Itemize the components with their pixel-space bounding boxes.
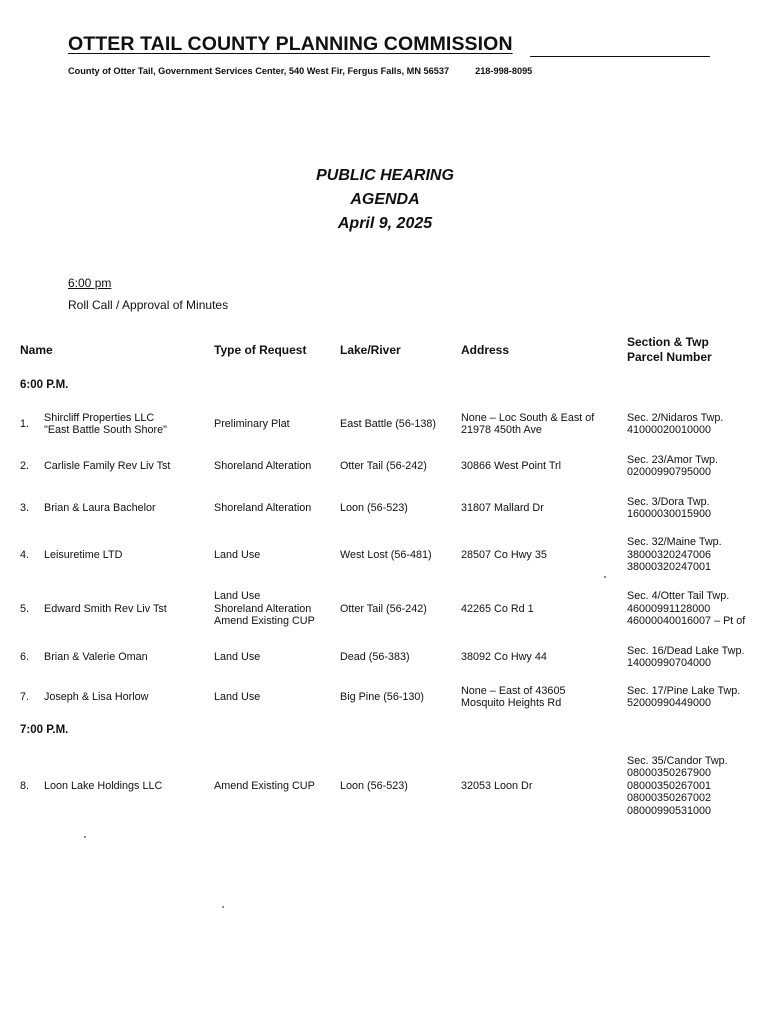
section-parcel-line: Sec. 32/Maine Twp. <box>627 536 722 549</box>
item-number-line: 3. <box>20 501 30 514</box>
applicant-name <box>44 412 212 437</box>
lake-river <box>340 780 458 793</box>
request-type-line: Land Use <box>214 548 261 561</box>
item-number <box>20 651 42 664</box>
section-parcel-line: Sec. 16/Dead Lake Twp. <box>627 644 745 657</box>
section-parcel-line: 38000320247001 <box>627 561 712 574</box>
org-phone: 218-998-8095 <box>475 66 533 76</box>
section-parcel-line: 02000990795000 <box>627 466 712 478</box>
col-header-section-line1: Section & Twp <box>627 335 709 349</box>
section-parcel-line: 14000990704000 <box>627 657 712 669</box>
lake-river <box>340 691 458 704</box>
section-parcel <box>627 645 767 670</box>
lake-river-line: Otter Tail (56-242) <box>340 602 427 615</box>
hearing-date: April 9, 2025 <box>337 215 433 232</box>
time-group-heading: 7:00 P.M. <box>20 724 69 736</box>
request-type <box>214 590 336 628</box>
lake-river-line: West Lost (56-481) <box>340 548 432 561</box>
section-parcel <box>627 685 767 710</box>
hearing-line-2: AGENDA <box>350 191 420 208</box>
section-parcel-line: Sec. 35/Candor Twp. <box>627 754 728 767</box>
hearing-title <box>0 164 770 236</box>
col-header-name: Name <box>20 343 53 357</box>
item-number-line: 2. <box>20 459 30 472</box>
applicant-name-line: Shircliff Properties LLC <box>44 411 155 424</box>
property-address-line: 28507 Co Hwy 35 <box>461 548 547 561</box>
applicant-name-line: Joseph & Lisa Horlow <box>44 690 149 703</box>
section-parcel-line: Sec. 23/Amor Twp. <box>627 453 719 466</box>
lake-river <box>340 418 458 431</box>
property-address-line: None – Loc South & East of <box>461 411 595 424</box>
item-number <box>20 549 42 562</box>
item-number <box>20 460 42 473</box>
section-parcel-line: 46000040016007 – Pt of <box>627 615 746 628</box>
request-type-line: Land Use <box>214 650 261 663</box>
property-address <box>461 651 621 664</box>
applicant-name <box>44 549 212 562</box>
section-parcel-line: Sec. 2/Nidaros Twp. <box>627 411 724 424</box>
applicant-name-line: Carlisle Family Rev Liv Tst <box>44 459 171 472</box>
request-type-line: Amend Existing CUP <box>214 615 315 628</box>
request-type-line: Shoreland Alteration <box>214 459 312 472</box>
section-parcel <box>627 590 767 628</box>
request-type-line: Preliminary Plat <box>214 417 290 430</box>
section-parcel-line: 38000320247006 <box>627 548 712 561</box>
applicant-name <box>44 603 212 616</box>
property-address-line: 42265 Co Rd 1 <box>461 602 534 615</box>
applicant-name-line: Loon Lake Holdings LLC <box>44 779 163 792</box>
col-header-section <box>627 335 712 365</box>
lake-river <box>340 603 458 616</box>
property-address-line: 30866 West Point Trl <box>461 459 562 472</box>
scan-speck <box>604 576 606 578</box>
applicant-name <box>44 691 212 704</box>
section-parcel <box>627 454 767 479</box>
request-type-line: Land Use <box>214 590 261 603</box>
request-type-line: Land Use <box>214 690 261 703</box>
property-address <box>461 603 621 616</box>
property-address <box>461 502 621 515</box>
request-type <box>214 780 336 793</box>
roll-call: Roll Call / Approval of Minutes <box>68 298 229 312</box>
section-parcel <box>627 496 767 521</box>
request-type-line: Shoreland Alteration <box>214 501 312 514</box>
item-number <box>20 780 42 793</box>
section-parcel-line: 08000990531000 <box>627 804 712 817</box>
item-number-line: 4. <box>20 548 30 561</box>
scan-speck <box>222 906 224 908</box>
property-address-line: 32053 Loon Dr <box>461 779 533 792</box>
request-type <box>214 549 336 562</box>
title-rule <box>530 56 710 57</box>
applicant-name-line: Leisuretime LTD <box>44 548 123 561</box>
property-address <box>461 549 621 562</box>
item-number-line: 1. <box>20 417 30 430</box>
request-type <box>214 418 336 431</box>
lake-river-line: Loon (56-523) <box>340 501 408 514</box>
lake-river-line: Dead (56-383) <box>340 650 410 663</box>
opening-time: 6:00 pm <box>68 276 112 290</box>
applicant-name <box>44 460 212 473</box>
org-address: County of Otter Tail, Government Services Center, 540 West Fir, Fergus Falls, MN 56537 <box>68 66 450 76</box>
section-parcel <box>627 536 767 574</box>
org-title: OTTER TAIL COUNTY PLANNING COMMISSION <box>68 33 513 55</box>
org-address-line <box>68 66 532 76</box>
request-type <box>214 502 336 515</box>
property-address-line: None – East of 43605 <box>461 684 566 697</box>
lake-river <box>340 460 458 473</box>
property-address-line: 38092 Co Hwy 44 <box>461 650 547 663</box>
item-number <box>20 502 42 515</box>
property-address <box>461 685 621 710</box>
property-address <box>461 460 621 473</box>
lake-river <box>340 502 458 515</box>
lake-river-line: Otter Tail (56-242) <box>340 459 427 472</box>
lake-river-line: Loon (56-523) <box>340 779 408 792</box>
applicant-name <box>44 651 212 664</box>
section-parcel-line: Sec. 3/Dora Twp. <box>627 495 710 508</box>
lake-river <box>340 549 458 562</box>
col-header-section-line2: Parcel Number <box>627 350 712 364</box>
section-parcel-line: 52000990449000 <box>627 697 712 709</box>
section-parcel-line: 08000350267001 <box>627 779 712 792</box>
property-address-line: 31807 Mallard Dr <box>461 501 544 514</box>
section-parcel-line: 16000030015900 <box>627 508 712 520</box>
hearing-line-1: PUBLIC HEARING <box>316 167 454 184</box>
item-number-line: 5. <box>20 602 30 615</box>
section-parcel-line: Sec. 17/Pine Lake Twp. <box>627 684 741 697</box>
property-address-line: Mosquito Heights Rd <box>461 697 562 709</box>
section-parcel-line: 08000350267002 <box>627 792 712 805</box>
section-parcel <box>627 412 767 437</box>
section-parcel-line: Sec. 4/Otter Tail Twp. <box>627 590 730 603</box>
applicant-name-line: "East Battle South Shore" <box>44 424 167 436</box>
request-type <box>214 691 336 704</box>
request-type <box>214 651 336 664</box>
section-parcel <box>627 755 767 818</box>
property-address-line: 21978 450th Ave <box>461 424 542 436</box>
col-header-lake: Lake/River <box>340 343 401 357</box>
request-type-line: Shoreland Alteration <box>214 602 312 615</box>
item-number-line: 8. <box>20 779 30 792</box>
item-number-line: 6. <box>20 650 30 663</box>
property-address <box>461 780 621 793</box>
item-number <box>20 691 42 704</box>
lake-river-line: Big Pine (56-130) <box>340 690 425 703</box>
lake-river-line: East Battle (56-138) <box>340 417 437 430</box>
request-type-line: Amend Existing CUP <box>214 779 315 792</box>
request-type <box>214 460 336 473</box>
section-parcel-line: 08000350267900 <box>627 767 712 780</box>
time-group-heading: 6:00 P.M. <box>20 379 69 391</box>
item-number <box>20 603 42 616</box>
section-parcel-line: 41000020010000 <box>627 424 712 436</box>
applicant-name <box>44 502 212 515</box>
section-parcel-line: 46000991128000 <box>627 602 711 615</box>
applicant-name-line: Brian & Laura Bachelor <box>44 501 156 514</box>
scan-speck <box>84 836 86 838</box>
item-number <box>20 418 42 431</box>
applicant-name-line: Brian & Valerie Oman <box>44 650 148 663</box>
property-address <box>461 412 621 437</box>
col-header-address: Address <box>461 343 510 357</box>
item-number-line: 7. <box>20 690 30 703</box>
col-header-type: Type of Request <box>214 343 307 357</box>
lake-river <box>340 651 458 664</box>
applicant-name-line: Edward Smith Rev Liv Tst <box>44 602 167 615</box>
applicant-name <box>44 780 212 793</box>
